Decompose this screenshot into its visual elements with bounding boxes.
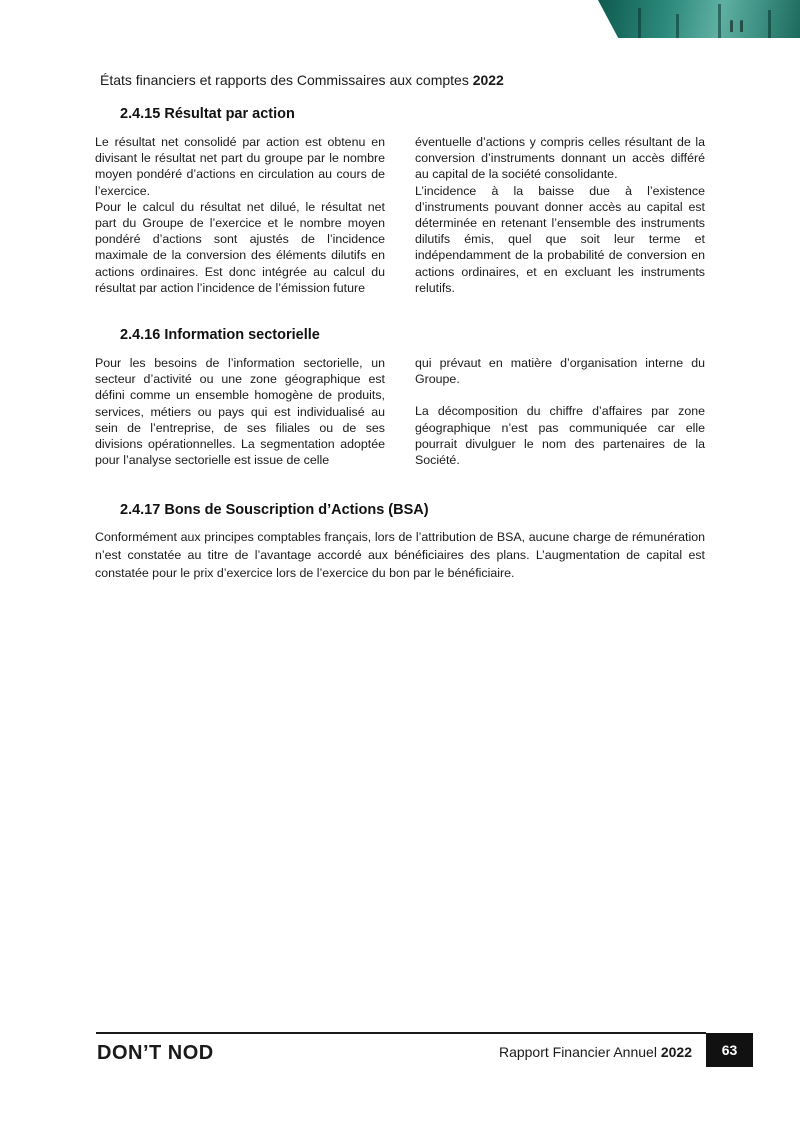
section-resultat-left-column xyxy=(95,134,385,296)
section-information-left-column xyxy=(95,355,385,468)
section-title-bsa: 2.4.17 Bons de Souscription d’Actions (BSA) xyxy=(120,502,429,518)
header-banner-image xyxy=(598,0,800,38)
section-information-right-column xyxy=(415,355,705,468)
page-number: 63 xyxy=(706,1033,753,1067)
document-header xyxy=(100,72,504,88)
paragraph: La décomposition du chiffre d’affaires par zone géographique n’est pas communiquée car elle pourrait divulguer le nom des partenaires de la Société. xyxy=(415,404,705,468)
footer-divider xyxy=(96,1032,706,1034)
paragraph: qui prévaut en matière d’organisation interne du Groupe. xyxy=(415,356,705,387)
section-title-information-sectorielle: 2.4.16 Information sectorielle xyxy=(120,327,320,343)
footer-report-name: Rapport Financier Annuel xyxy=(498,1044,657,1060)
company-logo: DON’T NOD xyxy=(97,1042,214,1064)
paragraph: Le résultat net consolidé par action est obtenu en divisant le résultat net part du groupe par le nombre moyen pondéré d’actions en circulation au cours de l’exercice. xyxy=(95,135,385,198)
section-title-resultat-par-action: 2.4.15 Résultat par action xyxy=(120,106,295,122)
paragraph: L’incidence à la baisse due à l’existence d’instruments pouvant donner accès au capital est déterminée en retenant l’ensemble des instruments dilutifs émis, quel que soit leur terme et indépendamment de la probabilité de conversion en actions ordinaires, et en excluant les instruments relutifs. xyxy=(415,183,705,295)
section-resultat-right-column xyxy=(415,134,705,296)
footer-report-year: 2022 xyxy=(660,1044,692,1060)
document-header-title: États financiers et rapports des Commissaires aux comptes xyxy=(100,72,469,88)
paragraph: Pour le calcul du résultat net dilué, le résultat net part du Groupe de l’exercice et le nombre moyen pondéré d’actions sont ajustés de l’incidence maximale de la conversion des éléments dilutifs en actions ordinaires. Est donc intégrée au calcul du résultat par action l’incidence de l’émission future xyxy=(95,199,385,295)
paragraph: Pour les besoins de l’information sectorielle, un secteur d’activité ou une zone géographique est défini comme un ensemble homogène de produits, services, métiers ou pays qui est individualisé au sein de l’entreprise, de ses filiales ou de ses divisions opérationnelles. La segmentation adoptée pour l’analyse sectorielle est issue de celle xyxy=(95,356,385,468)
section-bsa-paragraph: Conformément aux principes comptables français, lors de l’attribution de BSA, aucune charge de rémunération n’est constatée au titre de l’avantage accordé aux bénéficiaires des plans. L’augmentation de capital est constatée pour le prix d’exercice lors de l’exercice du bon par le bénéficiaire. xyxy=(95,530,705,580)
paragraph: éventuelle d’actions y compris celles résultant de la conversion d’instruments donnant un accès différé au capital de la société consolidante. xyxy=(415,135,705,182)
document-header-year: 2022 xyxy=(472,72,504,88)
footer-report-title xyxy=(499,1044,692,1060)
